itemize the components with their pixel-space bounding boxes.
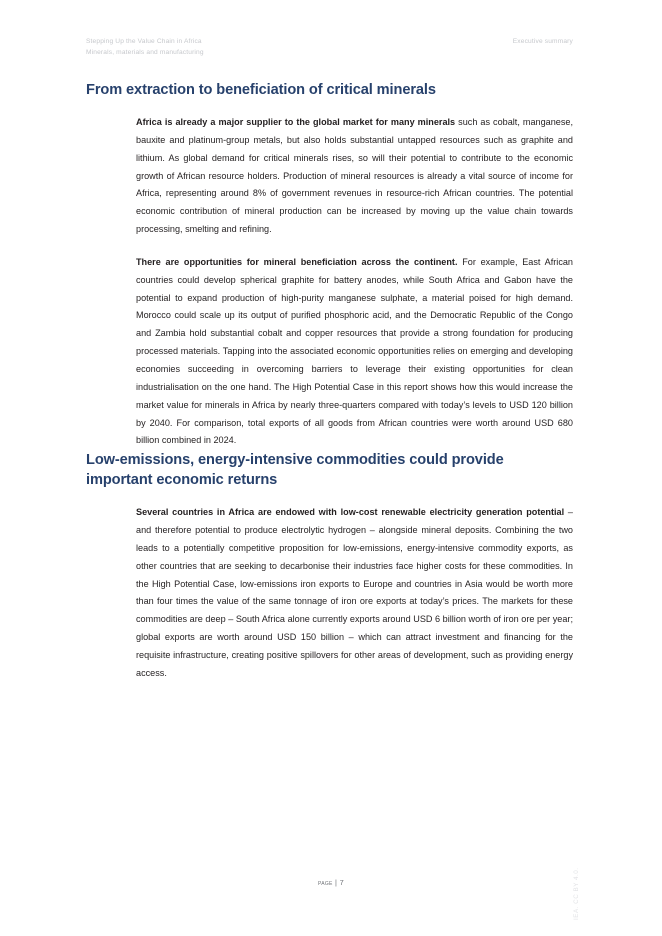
running-header: [86, 37, 573, 58]
paragraph-body: For example, East African countries could develop spherical graphite for battery anodes, while South Africa and Gabon have the potential to expand production of high-purity manganese sulphate, a material poised for high demand. Morocco could scale up its output of purified phosphoric acid, and the Democratic Republic of the Congo and Zambia hold substantial cobalt and copper resources that provide a strong foundation for producing processed materials. Tapping into the associated economic opportunities relies on emerging and developing economies succeeding in overcoming barriers to leverage their existing opportunities for clean industrialisation on the one hand. The High Potential Case in this report shows how this would increase the market value for minerals in Africa by nearly three-quarters compared with today’s levels to USD 120 billion by 2040. For comparison, total exports of all goods from African countries were worth around USD 680 billion combined in 2024.: [136, 256, 573, 446]
paragraph-body: – and therefore potential to produce electrolytic hydrogen – alongside mineral deposits. Combining the two leads to a potentially competitive proposition for low-emissions, energy-intensive commodity exports, as other countries that are seeking to decarbonise their industries face higher costs for these commodities. In the High Potential Case, low-emissions iron exports to Europe and countries in Asia would be worth more than four times the value of the same tonnage of iron ore exports at today’s prices. The markets for these commodities are deep – South Africa alone currently exports around USD 6 billion worth of iron ore per year; global exports are worth around USD 150 billion – which can attract investment and financing for the requisite infrastructure, creating positive spillovers for other areas of development, such as providing energy access.: [136, 507, 573, 678]
running-header-right: Executive summary: [512, 38, 573, 45]
section-heading-extraction-beneficiation: From extraction to beneficiation of critical minerals: [86, 82, 436, 98]
document-content: [86, 80, 573, 683]
running-header-left: [86, 37, 204, 58]
paragraph: [136, 114, 573, 239]
section-heading-low-emissions-commodities: Low-emissions, energy-intensive commodities could provide important economic returns: [86, 452, 504, 489]
paragraph-lead: Several countries in Africa are endowed with low-cost renewable electricity generation potential: [136, 507, 565, 518]
rights-credit-vertical: IEA. CC BY 4.0.: [573, 867, 580, 920]
paragraph-lead: There are opportunities for mineral beneficiation across the continent.: [136, 256, 458, 267]
running-header-title: Stepping Up the Value Chain in Africa: [86, 38, 202, 45]
paragraph-body: such as cobalt, manganese, bauxite and platinum-group metals, but also holds substantial untapped resources such as graphite and lithium. As global demand for critical minerals rises, so will their potential to contribute to the economic growth of African resource holders. Production of mineral resources is already a vital source of income for Africa, representing around 8% of government revenues in resource-rich African countries. The potential economic contribution of mineral production can be increased by moving up the value chain towards processing, smelting and refining.: [136, 117, 573, 235]
paragraph: [136, 254, 573, 450]
page-footer: [0, 878, 662, 887]
running-header-subtitle: Minerals, materials and manufacturing: [86, 48, 204, 56]
paragraph-lead: Africa is already a major supplier to the global market for many minerals: [136, 117, 456, 127]
paragraph: [136, 504, 573, 682]
page-number: page | 7: [317, 878, 345, 887]
